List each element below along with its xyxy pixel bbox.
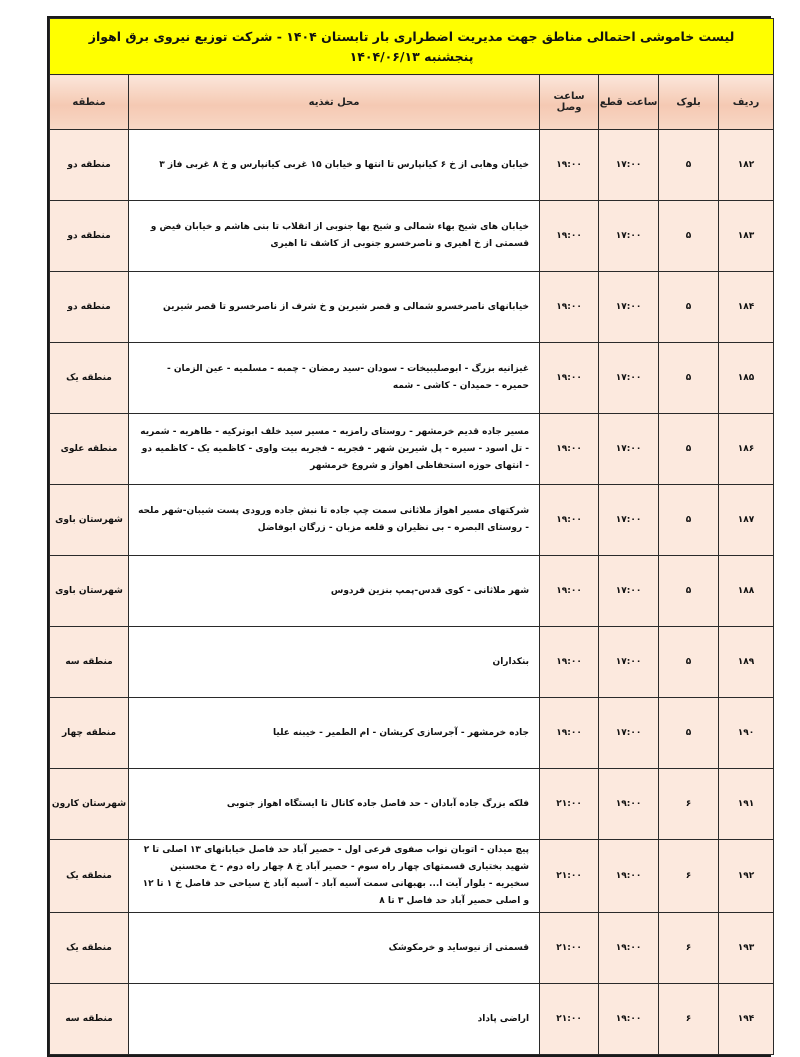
block-cell: ۵ <box>659 627 719 698</box>
feed-location-cell: قسمتی از نیوساید و خرمکوشک <box>129 913 540 984</box>
table-row <box>50 201 774 272</box>
col-header-cut-time: ساعت قطع <box>599 75 659 130</box>
feed-location-cell: شرکتهای مسیر اهواز ملاثانی سمت چپ جاده تا نبش جاده ورودی پست شیبان-شهر ملحه - روستای البصره - بی نظیران و قلعه مزبان - زرگان ابوفاضل <box>129 485 540 556</box>
region-cell: منطقه یک <box>50 343 129 414</box>
outage-table <box>49 18 774 1055</box>
feed-location-cell: شهر ملاثانی - کوی قدس-پمپ بنزین فردوس <box>129 556 540 627</box>
table-row <box>50 272 774 343</box>
region-cell: منطقه یک <box>50 840 129 913</box>
connect-time-cell: ۱۹:۰۰ <box>540 556 599 627</box>
row-number-cell: ۱۹۳ <box>719 913 774 984</box>
connect-time-cell: ۱۹:۰۰ <box>540 201 599 272</box>
table-row <box>50 769 774 840</box>
feed-location-cell: خیابان وهابی از خ ۶ کیانپارس تا انتها و خیابان ۱۵ غربی کیانپارس و خ ۸ غربی فاز ۳ <box>129 130 540 201</box>
feed-location-cell: فلکه بزرگ جاده آبادان - حد فاصل جاده کانال تا ایستگاه اهواز جنوبی <box>129 769 540 840</box>
title-date: پنجشنبه ۱۴۰۴/۰۶/۱۳ <box>349 48 474 64</box>
region-cell: منطقه سه <box>50 984 129 1055</box>
region-cell: منطقه دو <box>50 201 129 272</box>
block-cell: ۵ <box>659 414 719 485</box>
connect-time-cell: ۲۱:۰۰ <box>540 984 599 1055</box>
feed-location-cell: بنکداران <box>129 627 540 698</box>
table-row <box>50 130 774 201</box>
column-header-row <box>50 75 774 130</box>
row-number-cell: ۱۸۶ <box>719 414 774 485</box>
cut-time-cell: ۱۷:۰۰ <box>599 343 659 414</box>
col-header-region: منطقه <box>50 75 129 130</box>
block-cell: ۶ <box>659 984 719 1055</box>
row-number-cell: ۱۸۹ <box>719 627 774 698</box>
connect-time-cell: ۱۹:۰۰ <box>540 698 599 769</box>
cut-time-cell: ۱۹:۰۰ <box>599 913 659 984</box>
region-cell: منطقه دو <box>50 130 129 201</box>
connect-time-cell: ۱۹:۰۰ <box>540 414 599 485</box>
block-cell: ۵ <box>659 272 719 343</box>
title-line-1: لیست خاموشی احتمالی مناطق جهت مدیریت اضطراری بار تابستان ۱۴۰۴ - شرکت توزیع نیروی برق اهواز <box>88 28 735 44</box>
block-cell: ۵ <box>659 201 719 272</box>
region-cell: شهرستان باوی <box>50 556 129 627</box>
table-row <box>50 556 774 627</box>
region-cell: منطقه سه <box>50 627 129 698</box>
cut-time-cell: ۱۹:۰۰ <box>599 769 659 840</box>
cut-time-cell: ۱۷:۰۰ <box>599 556 659 627</box>
region-cell: منطقه علوی <box>50 414 129 485</box>
block-cell: ۵ <box>659 130 719 201</box>
cut-time-cell: ۱۷:۰۰ <box>599 414 659 485</box>
table-row <box>50 913 774 984</box>
cut-time-cell: ۱۷:۰۰ <box>599 201 659 272</box>
col-header-row-no: ردیف <box>719 75 774 130</box>
region-cell: شهرستان کارون <box>50 769 129 840</box>
row-number-cell: ۱۸۳ <box>719 201 774 272</box>
feed-location-cell: اراضی پاداد <box>129 984 540 1055</box>
table-row <box>50 984 774 1055</box>
cut-time-cell: ۱۷:۰۰ <box>599 698 659 769</box>
table-row <box>50 627 774 698</box>
row-number-cell: ۱۸۷ <box>719 485 774 556</box>
connect-time-cell: ۲۱:۰۰ <box>540 913 599 984</box>
connect-time-cell: ۲۱:۰۰ <box>540 840 599 913</box>
cut-time-cell: ۱۷:۰۰ <box>599 485 659 556</box>
region-cell: منطقه چهار <box>50 698 129 769</box>
feed-location-cell: مسیر جاده قدیم خرمشهر - روستای رامزیه - مسیر سید خلف ابوترکیه - طاهریه - شمریه - تل اسود - سیره - پل شیرین شهر - فجریه - فجریه بیت واوی - کاظمیه یک - کاظمیه دو - انتهای حوزه استحفاظی اهواز و شروع خرمشهر <box>129 414 540 485</box>
region-cell: منطقه دو <box>50 272 129 343</box>
connect-time-cell: ۱۹:۰۰ <box>540 627 599 698</box>
row-number-cell: ۱۹۰ <box>719 698 774 769</box>
table-title <box>50 19 774 75</box>
row-number-cell: ۱۸۴ <box>719 272 774 343</box>
region-cell: شهرستان باوی <box>50 485 129 556</box>
feed-location-cell: خیابانهای ناصرخسرو شمالی و قصر شیرین و خ شرف از ناصرخسرو تا قصر شیرین <box>129 272 540 343</box>
feed-location-cell: جاده خرمشهر - آجرسازی کریشان - ام الطمیر - خیبنه علیا <box>129 698 540 769</box>
col-header-block: بلوک <box>659 75 719 130</box>
connect-time-cell: ۱۹:۰۰ <box>540 272 599 343</box>
connect-time-cell: ۱۹:۰۰ <box>540 130 599 201</box>
row-number-cell: ۱۸۵ <box>719 343 774 414</box>
connect-time-cell: ۱۹:۰۰ <box>540 343 599 414</box>
cut-time-cell: ۱۹:۰۰ <box>599 840 659 913</box>
table-row <box>50 698 774 769</box>
col-header-feed-location: محل تغذیه <box>129 75 540 130</box>
block-cell: ۶ <box>659 913 719 984</box>
table-body <box>50 130 774 1055</box>
feed-location-cell: خیابان های شیخ بهاء شمالی و شیخ بها جنوبی از انقلاب تا بنی هاشم و خیابان فیض و قسمتی از خ اهیری و ناصرخسرو جنوبی از کاشف تا اهیری <box>129 201 540 272</box>
cut-time-cell: ۱۷:۰۰ <box>599 272 659 343</box>
block-cell: ۵ <box>659 698 719 769</box>
table-row <box>50 840 774 913</box>
row-number-cell: ۱۸۸ <box>719 556 774 627</box>
block-cell: ۶ <box>659 769 719 840</box>
table-row <box>50 485 774 556</box>
block-cell: ۵ <box>659 556 719 627</box>
feed-location-cell: غیزانیه بزرگ - ابوصلیبیخات - سودان -سید رمضان - چمبه - مسلمیه - عین الزمان - حمیره - حمیدان - کاشی - شمه <box>129 343 540 414</box>
connect-time-cell: ۲۱:۰۰ <box>540 769 599 840</box>
block-cell: ۵ <box>659 343 719 414</box>
block-cell: ۶ <box>659 840 719 913</box>
table-row <box>50 414 774 485</box>
row-number-cell: ۱۹۱ <box>719 769 774 840</box>
region-cell: منطقه یک <box>50 913 129 984</box>
row-number-cell: ۱۸۲ <box>719 130 774 201</box>
row-number-cell: ۱۹۲ <box>719 840 774 913</box>
table-row <box>50 343 774 414</box>
outage-schedule-sheet <box>47 16 771 1057</box>
cut-time-cell: ۱۷:۰۰ <box>599 627 659 698</box>
connect-time-cell: ۱۹:۰۰ <box>540 485 599 556</box>
cut-time-cell: ۱۹:۰۰ <box>599 984 659 1055</box>
feed-location-cell: پیچ میدان - اتوبان نواب صفوی فرعی اول - حصیر آباد حد فاصل خیابانهای ۱۳ اصلی تا ۲ شهید بختیاری قسمتهای چهار راه سوم - حصیر آباد خ ۸ چهار راه دوم - خ محسنین سخیریه - بلوار آیت ا... بهبهانی سمت آسیه آباد - آسیه آباد خ سیاحی حد فاصل خ ۱ تا ۱۲ و اصلی حصیر آباد حد فاصل ۳ تا ۸ <box>129 840 540 913</box>
cut-time-cell: ۱۷:۰۰ <box>599 130 659 201</box>
row-number-cell: ۱۹۴ <box>719 984 774 1055</box>
col-header-connect-time: ساعت وصل <box>540 75 599 130</box>
block-cell: ۵ <box>659 485 719 556</box>
